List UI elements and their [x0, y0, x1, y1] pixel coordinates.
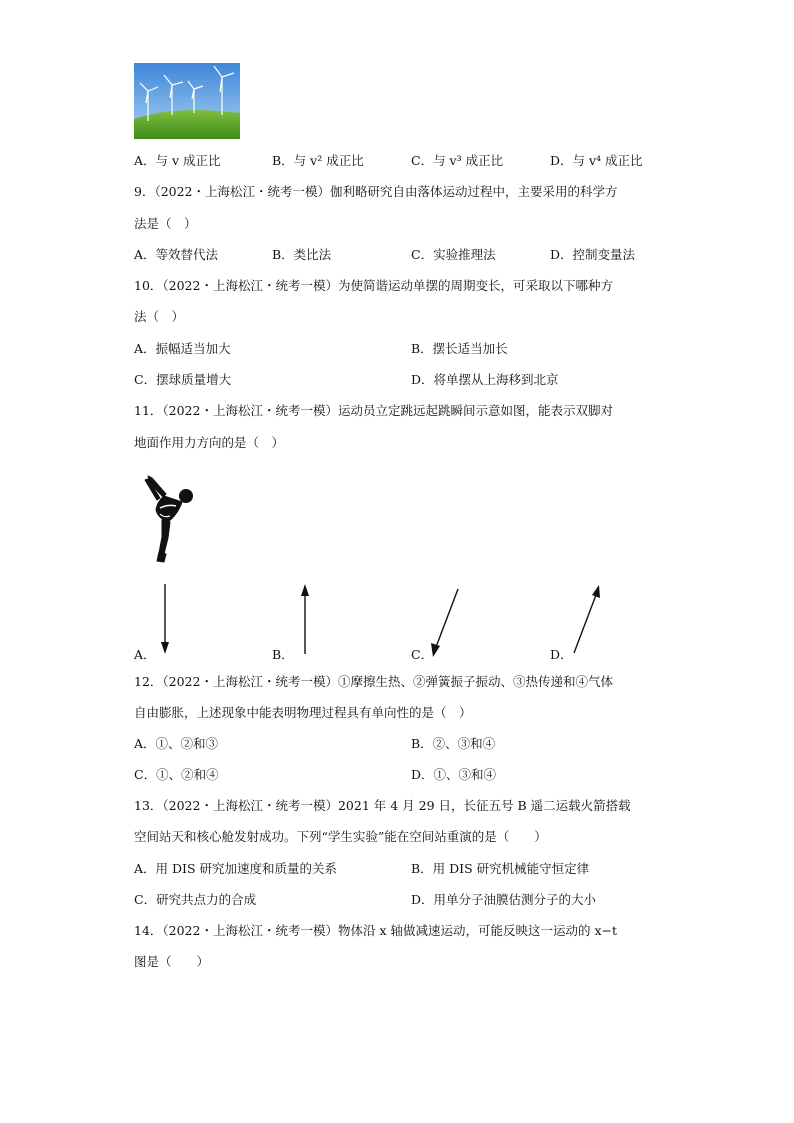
athlete-figure [142, 474, 200, 570]
q10-option-c: C．摆球质量增大 [134, 372, 232, 387]
q11-option-c: C． [411, 647, 434, 662]
q9-stem-line2: 法是（ ） [134, 216, 197, 231]
q10-option-d: D．将单摆从上海移到北京 [411, 372, 559, 387]
q11-option-a: A． [134, 647, 156, 662]
q14-stem-line1: 14．（2022・上海松江・统考一模）物体沿 x 轴做减速运动，可能反映这一运动的 x−t [134, 923, 617, 938]
q8-option-b: B．与 v² 成正比 [272, 153, 364, 168]
q12-option-a: A．①、②和③ [134, 736, 219, 751]
q13-option-c: C．研究共点力的合成 [134, 892, 257, 907]
q14-stem-line2: 图是（ ） [134, 954, 210, 969]
q13-option-b: B．用 DIS 研究机械能守恒定律 [411, 861, 590, 876]
q11-arrow-b-up [290, 580, 320, 660]
q12-stem-line2: 自由膨胀，上述现象中能表明物理过程具有单向性的是（ ） [134, 705, 472, 720]
q12-option-c: C．①、②和④ [134, 767, 219, 782]
q12-option-b: B．②、③和④ [411, 736, 496, 751]
q10-option-a: A．振幅适当加大 [134, 341, 231, 356]
q9-option-c: C．实验推理法 [411, 247, 496, 262]
q9-option-b: B．类比法 [272, 247, 332, 262]
q13-stem-line1: 13．（2022・上海松江・统考一模）2021 年 4 月 29 日，长征五号 B 遥二运载火箭搭载 [134, 798, 631, 813]
q11-stem-line1: 11．（2022・上海松江・统考一模）运动员立定跳远起跳瞬间示意如图，能表示双脚对 [134, 403, 613, 418]
q10-option-b: B．摆长适当加长 [411, 341, 508, 356]
q9-option-d: D．控制变量法 [550, 247, 636, 262]
q10-stem-line2: 法（ ） [134, 309, 185, 324]
q13-option-a: A．用 DIS 研究加速度和质量的关系 [134, 861, 337, 876]
q13-stem-line2: 空间站天和核心舱发射成功。下列“学生实验”能在空间站重演的是（ ） [134, 829, 547, 844]
q11-arrow-d-up-right [567, 583, 607, 658]
q12-option-d: D．①、③和④ [411, 767, 497, 782]
q11-stem-line2: 地面作用力方向的是（ ） [134, 435, 285, 450]
q12-stem-line1: 12．（2022・上海松江・统考一模）①摩擦生热、②弹簧振子振动、③热传递和④气体 [134, 674, 613, 689]
q8-option-d: D．与 v⁴ 成正比 [550, 153, 643, 168]
q11-option-d: D． [550, 647, 573, 662]
q10-stem-line1: 10．（2022・上海松江・统考一模）为使简谐运动单摆的周期变长，可采取以下哪种方 [134, 278, 613, 293]
wind-turbine-image [134, 63, 240, 139]
q9-option-a: A．等效替代法 [134, 247, 219, 262]
q13-option-d: D．用单分子油膜估测分子的大小 [411, 892, 597, 907]
q8-option-c: C．与 v³ 成正比 [411, 153, 504, 168]
q9-stem-line1: 9．（2022・上海松江・统考一模）伽利略研究自由落体运动过程中，主要采用的科学方 [134, 184, 618, 199]
q11-option-b: B． [272, 647, 294, 662]
q8-option-a: A．与 v 成正比 [134, 153, 221, 168]
